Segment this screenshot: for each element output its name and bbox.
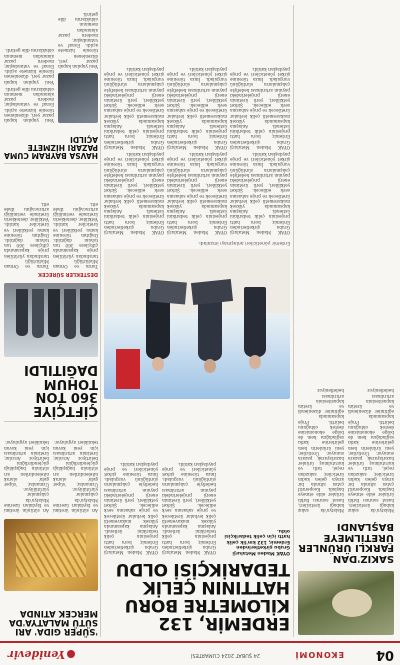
tohum-headline: ÇİFTÇİYE 360 TON TOHUM DAĞITILDI — [24, 362, 98, 418]
erdemir-body-col4: OYAK Maden Metalurji Grubu şirketlerinden Erdemir, boru hattı projesinin çelik tedarikini üstlendi. Anlaşma kapsamında yüksek mukavemetli çelik levhalar üretilecek ve proje sahasına sevk edilecek. Şirket yetkilileri, yerli üretimin enerji projelerindeki payının artırılması hedefiyle çalışmaların sürdüğünü vurguladı. İmza törenine şirket yöneticileri ve proje paydaşları katıldı. OYAK Maden Metalurji Grubu şirketlerinden Erdemir, boru hattı projesinin çelik tedarikini üstlendi. Anlaşma kapsamında yüksek mukavemetli çelik levhalar üretilecek ve proje sahasına sevk edilecek. Şirket yetkilileri, yerli üretimin enerji projelerindeki payının artırılması hedefiyle çalışmaların sürdüğünü vurguladı. İmza törenine şirket yöneticileri ve proje paydaşları katıldı. — [167, 66, 227, 235]
page-number: 04 — [375, 647, 394, 662]
dateline: 24 ŞUBAT 2024 CUMARTESİ — [190, 652, 260, 658]
havsa-body: Yeni yapılan kapalı pazar yeri, düzenlenen törenle hizmete açıldı. Esnaf ve vatandaşlar, modern pazar alanından memnun olduklarını dile getirdi. Yeni yapılan kapalı pazar yeri, düzenlenen törenle hizmete açıldı. Esnaf ve vatandaşlar, modern pazar alanından memnun olduklarını dile getirdi. — [4, 48, 54, 123]
honeycomb-photo — [4, 519, 98, 591]
erdemir-headline: ERDEMİR, 132 KİLOMETRE BORU HATTININ ÇELİK TEDARİKÇİSİ OLDU — [116, 559, 290, 633]
erdemir-deck: OYAK Maden Metalurji Grubu şirketlerinden Erdemir, 132 km'lik çelik hattı için çelik tedarikçisi oldu. — [224, 527, 290, 555]
section-label: EKONOMİ — [294, 650, 344, 659]
erdemir-caption: Erdemir yöneticileri anlaşmayı imzaladı. — [197, 240, 290, 245]
signed-folder — [191, 279, 233, 305]
tohum-kicker: DESTEKLER SÜRECEK — [38, 271, 98, 277]
tohum-story — [4, 167, 98, 417]
erdemir-body-col5: OYAK Maden Metalurji Grubu şirketlerinden Erdemir, boru hattı projesinin çelik tedarikini üstlendi. Anlaşma kapsamında yüksek mukavemetli çelik levhalar üretilecek ve proje sahasına sevk edilecek. Şirket yetkilileri, yerli üretimin enerji projelerindeki payının artırılması hedefiyle çalışmaların sürdüğünü vurguladı. İmza törenine şirket yöneticileri ve proje paydaşları katıldı. OYAK Maden Metalurji Grubu şirketlerinden Erdemir, boru hattı projesinin çelik tedarikini üstlendi. Anlaşma kapsamında yüksek mukavemetli çelik levhalar üretilecek ve proje sahasına sevk edilecek. Şirket yetkilileri, yerli üretimin enerji projelerindeki payının artırılması hedefiyle çalışmaların sürdüğünü vurguladı. İmza törenine şirket yöneticileri ve proje paydaşları katıldı. — [104, 66, 164, 235]
pazar-photo — [58, 73, 98, 123]
havsa-pazar-story — [4, 5, 98, 159]
person-figure — [244, 287, 266, 357]
flag — [116, 349, 140, 389]
tohum-body-col2: Tarım ve Orman Müdürlüğü tarafından yürütülen proje kapsamında çiftçilere 360 ton tohum dağıtıldı. Dağıtım törenine kamu yetkilileri ve üreticiler katıldı. Yetkililer, desteklerin üretimde verimliliği artıracağını ifade etti. — [4, 201, 49, 269]
signed-folder — [149, 279, 187, 304]
section-divider — [4, 421, 98, 422]
newspaper-logo: Yenidevir — [8, 648, 75, 661]
ari-sutu-headline: 'SÜPER GIDA' ARI SÜTÜ MALATYA'DA MERCEK ATINDA — [8, 608, 98, 636]
ari-sutu-body: Arı sütünün üretimi ve faydaları üzerine Malatya'da çalışmalar yürütülüyor. Uzmanlar, 'süper gıda' olarak nitelendirilen arı sütünün bağışıklığı güçlendirdiğini belirtiyor. Arıcılar, üretimin artırılması için yeni kovan teknikleri uyguluyor. — [53, 440, 98, 513]
column-divider — [293, 5, 294, 637]
erdemir-signing-photo — [104, 249, 290, 399]
erdemir-body-col2: OYAK Maden Metalurji Grubu şirketlerinden Erdemir, boru hattı projesinin çelik tedarikini üstlendi. Anlaşma kapsamında yüksek mukavemetli çelik levhalar üretilecek ve proje sahasına sevk edilecek. Şirket yetkilileri, yerli üretimin enerji projelerindeki payının artırılması hedefiyle çalışmaların sürdüğünü vurguladı. İmza törenine şirket yöneticileri ve proje paydaşları katıldı. — [104, 461, 158, 555]
tohum-group-photo — [4, 283, 98, 357]
havsa-headline: HAVSA BAYRAM CUMA PAZARI HİZMETE AÇILDI — [4, 135, 98, 160]
ari-sutu-body-col2: Arı sütünün üretimi ve faydaları üzerine Malatya'da çalışmalar yürütülüyor. Uzmanlar, 'süper gıda' olarak nitelendirilen arı sütünün bağışıklığı güçlendirdiğini belirtiyor. Arıcılar, üretimin artırılması için yeni kovan teknikleri uyguluyor. — [4, 440, 49, 513]
logo-icon — [67, 650, 75, 658]
sakiz-story — [298, 5, 394, 635]
column-divider — [100, 5, 101, 637]
havsa-body-col2: Yeni yapılan kapalı pazar yeri, düzenlenen törenle hizmete açıldı. Esnaf ve vatandaşlar, modern pazar alanından memnun olduklarını dile getirdi. — [58, 11, 98, 69]
erdemir-story — [104, 5, 290, 637]
ari-sutu-story — [4, 425, 98, 635]
section-divider — [4, 163, 98, 164]
tohum-body: Tarım ve Orman Müdürlüğü tarafından yürütülen proje kapsamında çiftçilere 360 ton tohum dağıtıldı. Dağıtım törenine kamu yetkilileri ve üreticiler katıldı. Yetkililer, desteklerin üretimde verimliliği artıracağını ifade etti. — [53, 201, 98, 269]
sakiz-photo — [298, 571, 394, 635]
sakiz-body-col2: Malatya'da sakız kabağı üreticileri, hasat sonrası farklı ürünler elde etmeye başladı. Kooperatif çatısı altında bir araya gelen kadın üreticiler, sakızdan reçel, tatlı ve kurutulmuş ürünler hazırlayarak pazara sunuyor. Üreticiler, yeni ürünlerin hem gelirlerine katkı sağladığını hem de bölge ekonomisine destek olduğunu belirtti. Proje kapsamında eğitimler düzenlendi ve üretim kapasitesinin artırılması hedefleniyor. — [298, 388, 344, 513]
sakiz-body: Malatya'da sakız kabağı üreticileri, hasat sonrası farklı ürünler elde etmeye başladı. Kooperatif çatısı altında bir araya gelen kadın üreticiler, sakızdan reçel, tatlı ve kurutulmuş ürünler hazırlayarak pazara sunuyor. Üreticiler, yeni ürünlerin hem gelirlerine katkı sağladığını hem de bölge ekonomisine destek olduğunu belirtti. Proje kapsamında eğitimler düzenlendi ve üretim kapasitesinin artırılması hedefleniyor. — [348, 388, 394, 513]
erdemir-body-col1: OYAK Maden Metalurji Grubu şirketlerinden Erdemir, boru hattı projesinin çelik tedarikini üstlendi. Anlaşma kapsamında yüksek mukavemetli çelik levhalar üretilecek ve proje sahasına sevk edilecek. Şirket yetkilileri, yerli üretimin enerji projelerindeki payının artırılması hedefiyle çalışmaların sürdüğünü vurguladı. İmza törenine şirket yöneticileri ve proje paydaşları katıldı. — [162, 461, 216, 555]
sakiz-headline: SAKIZ'DAN FARKLI ÜRÜNLER ÜRETİLMEYE BAŞLANDI — [298, 521, 394, 564]
erdemir-body-col3: OYAK Maden Metalurji Grubu şirketlerinden Erdemir, boru hattı projesinin çelik tedarikini üstlendi. Anlaşma kapsamında yüksek mukavemetli çelik levhalar üretilecek ve proje sahasına sevk edilecek. Şirket yetkilileri, yerli üretimin enerji projelerindeki payının artırılması hedefiyle çalışmaların sürdüğünü vurguladı. İmza törenine şirket yöneticileri ve proje paydaşları katıldı. OYAK Maden Metalurji Grubu şirketlerinden Erdemir, boru hattı projesinin çelik tedarikini üstlendi. Anlaşma kapsamında yüksek mukavemetli çelik levhalar üretilecek ve proje sahasına sevk edilecek. Şirket yetkilileri, yerli üretimin enerji projelerindeki payının artırılması hedefiyle çalışmaların sürdüğünü vurguladı. İmza törenine şirket yöneticileri ve proje paydaşları katıldı. — [230, 66, 290, 235]
